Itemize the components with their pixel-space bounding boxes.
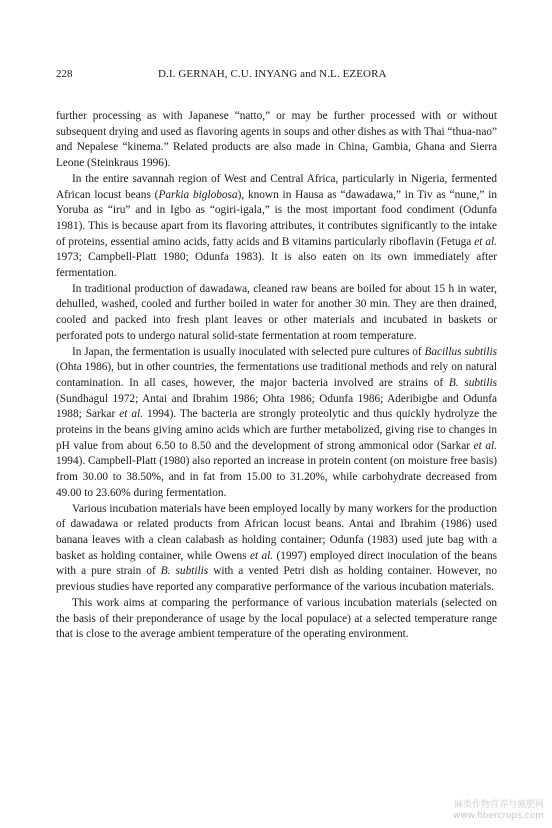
italic-term: et al. xyxy=(119,408,143,421)
page-number: 228 xyxy=(56,68,73,80)
italic-term: Bacillus subtilis xyxy=(424,345,497,358)
italic-term: Parkia biglobosa xyxy=(158,188,238,201)
italic-term: et al. xyxy=(474,235,498,248)
paragraph-1: further processing as with Japanese “natto,” or may be further processed with or without subsequent drying and used as flavoring agents in soups and other dishes as with Thai “thua-nao” and Nepalese “kinema.” Related products are also made in China, Gambia, Ghana and Sierra Leone (Steinkraus 1996). xyxy=(56,110,497,170)
italic-term: et al. xyxy=(473,439,498,452)
paragraph-3: In traditional production of dawadawa, cleaned raw beans are boiled for about 15 h in water, dehulled, washed, cooled and further boiled in water for another 30 min. They are then drained, cooled and packed into fresh plant leaves or other materials and incubated in baskets or perforated pots to undergo natural solid-state fermentation at room temperature. xyxy=(56,282,497,342)
page-header xyxy=(56,67,496,81)
italic-term: B. subtilis xyxy=(448,376,497,389)
body-text xyxy=(56,109,497,643)
paragraph-5: Various incubation materials have been employed locally by many workers for the production of dawadawa or related products from African locust beans. Antai and Ibrahim (1986) used banana leaves with a clean calabash as holding container; Odunfa (1983) used jute bag with a basket as holding container, while Owens et al. (1997) employed direct inoculation of the beans with a pure strain of B. subtilis with a vented Petri dish as holding container. However, no previous studies have reported any comparative performance of the various incubation materials. xyxy=(56,502,497,594)
paragraph-4: In Japan, the fermentation is usually inoculated with selected pure cultures of Bacillus subtilis (Ohta 1986), but in other countries, the fermentations use traditional methods and rely on natural contamination. In all cases, however, the major bacteria involved are strains of B. subtilis (Sundhagul 1972; Antai and Ibrahim 1986; Ohta 1986; Odunfa 1986; Aderibigbe and Odunfa 1988; Sarkar et al. 1994). The bacteria are strongly proteolytic and thus quickly hydrolyze the proteins in the beans giving amino acids which are further metabolized, giving rise to changes in pH value from about 6.50 to 8.50 and the development of strong ammonical odor (Sarkar et al. 1994). Campbell-Platt (1980) also reported an increase in protein content (on moisture free basis) from 30.00 to 38.50%, and in fat from 15.00 to 31.20%, while carbohydrate decreased from 49.00 to 23.60% during fermentation. xyxy=(56,345,498,499)
paragraph-6: This work aims at comparing the performance of various incubation materials (selected on the basis of their preponderance of usage by the local populace) at a selected temperature range that is close to the average ambient temperature of the operating environment. xyxy=(56,596,497,641)
running-head: D.I. GERNAH, C.U. INYANG and N.L. EZEORA xyxy=(158,68,387,80)
italic-term: B. subtilis xyxy=(160,565,209,578)
italic-term: et al. xyxy=(249,549,274,562)
paragraph-2: In the entire savannah region of West and Central Africa, particularly in Nigeria, fermented African locust beans (Parkia biglobosa), known in Hausa as “dawadawa,” in Tiv as “nune,” in Yoruba as “iru” and in Igbo as “ogiri-igala,” is the most important food condiment (Odunfa 1981). This is because apart from its flavoring attributes, it contributes significantly to the intake of proteins, essential amino acids, fatty acids and B vitamins particularly riboflavin (Fetuga et al. 1973; Campbell-Platt 1980; Odunfa 1983). It is also eaten on its own immediately after fermentation. xyxy=(56,172,498,280)
watermark-line-2: www.fibercrops.com xyxy=(453,811,544,821)
watermark-line-1: 麻类作物营养与施肥网 xyxy=(453,800,544,810)
watermark xyxy=(414,800,544,822)
